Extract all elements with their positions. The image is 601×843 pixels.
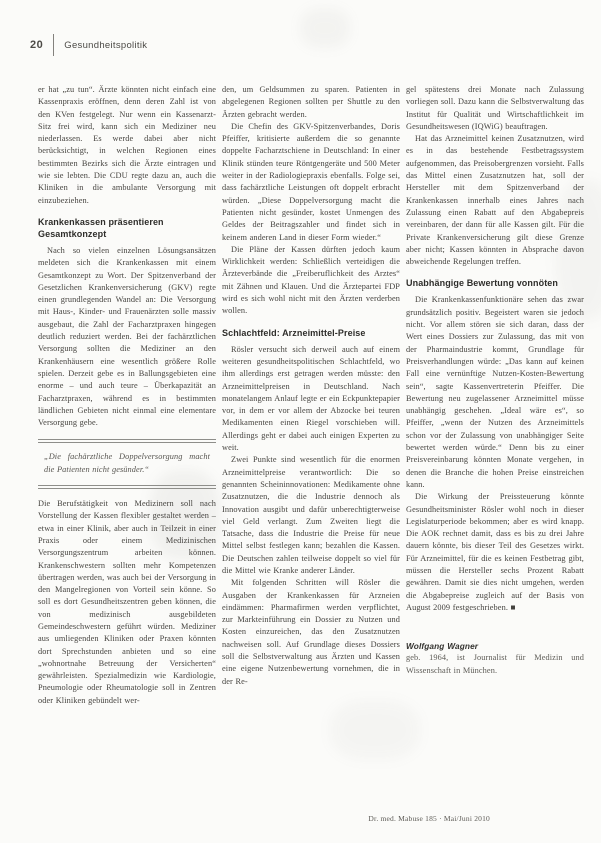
author-bio: geb. 1964, ist Journalist für Medizin und Wissenschaft in München.: [406, 653, 584, 675]
pull-quote-rule-bottom: [38, 485, 216, 489]
page-header: [30, 34, 147, 56]
pull-quote-block: [38, 439, 216, 489]
body-paragraph: gel spätestens drei Monate nach Zulassung vorliegen soll. Dazu kann die Selbstverwaltung das Institut für Qualität und Wirtschaftlichkeit im Gesundheitswesen (IQWiG) beauftragen.: [406, 85, 584, 131]
header-divider: [53, 34, 54, 56]
body-paragraph: Die Wirkung der Preissteuerung könnte Gesundheitsminister Rösler wohl noch in dieser Legislaturperiode bekommen; aber es wird knapp. Die AOK rechnet damit, dass es bis zu drei Jahre dauern könnte, bis dieser Teil des Gesetzes wirkt. Für Arzneimittel, für die es keinen Festbetrag gibt, müssen die Hersteller sechs Prozent Rabatt gewähren. Damit sie dies nicht umgehen, werden die Abgabepreise zugleich auf der Basis von August 2009 festgeschrieben. ■: [406, 492, 584, 612]
author-name: Wolfgang Wagner: [406, 641, 479, 652]
body-paragraph: Nach so vielen einzelnen Lösungsansätzen meldeten sich die Krankenkassen mit einem Gesamtkonzept zu Wort. Der Spitzenverband der Gesetzlichen Krankenversicherung (GKV) regte einen grundlegenden Wandel an: Die Versorgung mit Haus-, Kinder- und Frauenärzten solle massiv ausgebaut, die Zahl der Facharztpraxen hingegen deutlich reduziert werden. Bei der fachärztlichen Versorgung sollten die Mediziner an den Krankenhäusern eine wesentlich größere Rolle spielen. Derzeit gebe es in Ballungsgebieten eine enorme – und auch teure – Überkapazität an Facharztpraxen, während es in bestimmten ländlichen Gebieten nicht einmal eine elementare Versorgung gebe.: [38, 245, 216, 428]
body-paragraph: er hat „zu tun“. Ärzte könnten nicht einfach eine Kassenpraxis eröffnen, denn deren Zahl ist von den KVen festgelegt. Nur wenn ein Kassenarzt-Sitz frei wird, kann sich ein Mediziner neu niederlassen. Es werde dabei aber nicht berücksichtigt, in welchen Regionen eines bestimmten Bezirks sich die Ärzte eintragen und wie sie lebten. Die CDU regte dazu an, auch die Kliniken in die ambulante Versorgung mit einzubeziehen.: [38, 85, 216, 205]
subheading-unabhaengige-bewertung: Unabhängige Bewertung vonnöten: [406, 278, 559, 289]
page-number: 20: [30, 39, 44, 51]
author-block: [406, 640, 584, 677]
body-paragraph: Hat das Arzneimittel keinen Zusatznutzen, wird es in das bestehende Festbetragssystem aufgenommen, das Preisobergrenzen vorsieht. Falls das Mittel einen Zusatznutzen hat, soll der Hersteller mit dem Spitzenverband der Krankenkassen innerhalb eines Jahres nach Zulassung einen Rabatt auf den Abgabepreis vereinbaren, der dann für alle Kassen gilt. Für die Private Krankenversicherung gilt diese Grenze aber nicht; Kassen könnten in Absprache davon abweichende Regelungen treffen.: [406, 134, 584, 267]
column-middle: [222, 84, 400, 707]
column-right: [406, 84, 584, 707]
section-title: Gesundheitspolitik: [64, 39, 148, 51]
pull-quote: „Die fachärztliche Doppelversorgung macht die Patienten nicht gesünder.“: [44, 452, 210, 474]
body-paragraph: den, um Geldsummen zu sparen. Patienten in abgelegenen Regionen sollten per Shuttle zu den Ärzten gebracht werden.: [222, 85, 400, 119]
body-paragraph: Zwei Punkte sind wesentlich für die enormen Arzneimittelpreise verantwortlich: Die so genannten Scheininnovationen: Medikamente ohne Zusatznutzen, die die Industrie dennoch als Innovation ausgibt und dafür unberechtigterweise viel Geld verlangt. Zum Zweiten liegt die Tatsache, dass die Industrie die Preise für neue Mittel selbst festlegen kann; bezahlen die Kassen. Die Deutschen zahlen teilweise doppelt so viel für die Mittel wie Kranke anderer Länder.: [222, 455, 400, 575]
body-paragraph: Rösler versucht sich derweil auch auf einem weiteren gesundheitspolitischen Schlachtfeld, wo ihm allerdings erst getragen werden müsste: den Arzneimittelpreisen in Deutschland. Nach monatelangem Anlauf legte er ein Eckpunktepapier vor, in dem er vor allem der Abzocke bei teuren Medikamenten einen Riegel vorschieben will. Allerdings geht er dabei auch einigen Experten zu weit.: [222, 344, 400, 453]
body-paragraph: Die Berufstätigkeit von Medizinern soll nach Vorstellung der Kassen flexibler gestaltet werden – etwa in einer Klinik, aber auch in Teilzeit in einer Praxis oder einem Medizinischen Versorgungszentrum arbeiten können. Krankenschwestern sollten mehr Kompetenzen übertragen werden, was auch bei der Versorgung in den Mangelregionen von Vorteil sein könne. So soll es dort Gesundheitszentren geben können, die von medizinisch ausgebildeten Gemeindeschwestern geführt würden. Mediziner aus umliegenden Kliniken oder Praxen könnten dort Sprechstunden anbieten und so eine „wohnortnahe Betreuung der Versicherten“ gewährleisten. Spezialmedizin wie Kardiologie, Pneumologie oder Rheumatologie soll in Zentren oder Kliniken gebündelt wer-: [38, 499, 216, 705]
scan-smudge: [300, 8, 350, 48]
scan-smudge: [330, 700, 420, 760]
subheading-arzneimittel-preise: Schlachtfeld: Arzneimittel-Preise: [222, 327, 366, 338]
column-left: [38, 84, 216, 707]
body-paragraph: Die Krankenkassenfunktionäre sehen das zwar grundsätzlich positiv. Begeistert waren sie jedoch nicht. Vor allem stören sie sich daran, dass der Wert eines Dossiers zur Zulassung, das mit von der Pharmaindustrie kommt, Grundlage für Preisverhandlungen würde: „Das kann auf keinen Fall eine vernünftige Nutzen-Kosten-Bewertung sein“, sagte Kassenvertreterin Pfeiffer. Die Bewertung neu zugelassener Arzneimittel müsse unabhängig geschehen. „Ideal wäre es“, so Pfeiffer, „wenn der Nutzen des Arzneimittels schon vor der Zulassung von unabhängiger Seite bewertet werden würde.“ Denn bis zu einer Preisvereinbarung könnten Monate vergehen, in denen die Branche die hohen Preise einstreichen kann.: [406, 295, 584, 489]
subheading-gesamtkonzept: Krankenkassen präsentieren Gesamtkonzept: [38, 216, 164, 239]
journal-footer: Dr. med. Mabuse 185 · Mai/Juni 2010: [368, 814, 490, 823]
article-columns: [38, 84, 584, 707]
body-paragraph: Die Chefin des GKV-Spitzenverbandes, Doris Pfeiffer, kritisierte außerdem die so genannte doppelte Facharztschiene in Deutschland: In einer Klinik stünden teure Röntgengeräte und 500 Meter weiter in der Radiologiepraxis ebenfalls. Folge sei, dass fachärztliche Leistungen oft doppelt erbracht würden. „Diese Doppelversorgung macht die Patienten nicht gesünder, kostet Unmengen des Geldes der Beitragszahler und findet sich in keinem anderen Land in dieser Form wieder.“: [222, 121, 400, 242]
body-paragraph: Mit folgenden Schritten will Rösler die Ausgaben der Krankenkassen für Arzneien eindämmen: Pharmafirmen werden verpflichtet, zur Markteinführung ein Dossier zu Nutzen und Kosten einzureichen, das den Zusatznutzen nachweisen soll. Auf Grundlage dieses Dossiers soll die Selbstverwaltung aus Ärzten und Kassen eine eigene Nutzenbewertung vornehmen, die in der Re-: [222, 578, 400, 686]
body-paragraph: Die Pläne der Kassen dürften jedoch kaum Wirklichkeit werden: Schließlich verteidigen die Ärzteverbände die „Freiberuflichkeit des Arztes“ mit Zähnen und Klauen. Und die Ärztepartei FDP wird es sich wohl nicht mit den Ärzten verderben wollen.: [222, 244, 400, 316]
